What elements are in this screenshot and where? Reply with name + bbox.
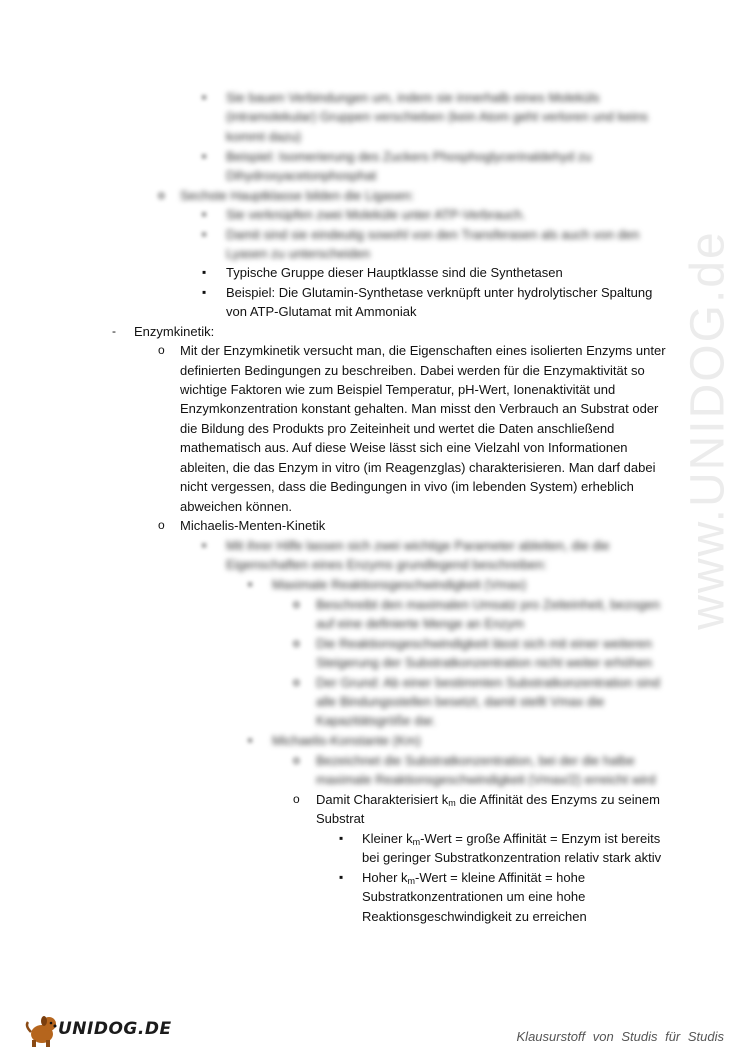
text-line: Eigenschaften eines Enzyms grundlegend beschreiben:	[226, 557, 547, 572]
paragraph-line: nicht vergessen, dass die Bedingungen in vivo (im lebenden System) erheblich	[180, 479, 634, 494]
footer-tagline: Klausurstoff von Studis für Studis	[516, 1029, 724, 1044]
text-line	[362, 829, 660, 849]
text-fragment: die Affinität des Enzyms zu seinem	[455, 792, 660, 807]
bullet-square: ▪	[339, 870, 344, 884]
text-line: Steigerung der Substratkonzentration nicht weiter erhöhen	[316, 655, 653, 670]
bullet-circle: o	[158, 188, 165, 202]
text-line: Lyasen zu unterscheiden	[226, 246, 371, 261]
text-line: Mit ihrer Hilfe lassen sich zwei wichtige Parameter ableiten, die die	[226, 538, 610, 553]
text-line: von ATP-Glutamat mit Ammoniak	[226, 304, 417, 319]
bullet-square: ▪	[202, 265, 207, 279]
bullet-circle: o	[158, 518, 165, 532]
text-line: Sie bauen Verbindungen um, indem sie innerhalb eines Moleküls	[226, 90, 600, 105]
text-line: Reaktionsgeschwindigkeit zu erreichen	[362, 909, 587, 924]
text-line: Sie verknüpfen zwei Moleküle unter ATP-Verbrauch.	[226, 207, 526, 222]
bullet-circle: o	[293, 792, 300, 806]
paragraph-line: mathematisch aus. Auf diese Weise lässt sich eine Vielzahl von Informationen	[180, 440, 628, 455]
subscript: m	[407, 876, 416, 886]
bullet-circle: o	[293, 597, 300, 611]
bullet-square: ▪	[202, 90, 207, 104]
section-heading: Enzymkinetik:	[134, 324, 215, 339]
watermark: www.UNIDOG.de	[681, 230, 735, 630]
bullet-circle: o	[158, 343, 165, 357]
text-fragment: Damit Charakterisiert k	[316, 792, 449, 807]
bullet-square: ▪	[202, 149, 207, 163]
text-fragment: Hoher k	[362, 870, 408, 885]
subsection-heading: Michaelis-Menten-Kinetik	[180, 518, 326, 533]
bullet-circle: o	[293, 753, 300, 767]
text-line: kommt dazu)	[226, 129, 302, 144]
bullet-circle: o	[293, 636, 300, 650]
text-line: auf eine definierte Menge an Enzym	[316, 616, 525, 631]
text-line: Sechste Hauptklasse bilden die Ligasen:	[180, 188, 415, 203]
paragraph-line: die Bildung des Produkts pro Zeiteinheit und wertet die Daten anschließend	[180, 421, 615, 436]
subscript: m	[412, 837, 421, 847]
text-line: Michaelis-Konstante (Km)	[272, 733, 421, 748]
text-line: Kapazitätsgröße dar.	[316, 713, 436, 728]
text-line: bei geringer Substratkonzentration relativ stark aktiv	[362, 850, 662, 865]
text-line	[316, 790, 660, 810]
bullet-square: ▪	[248, 733, 253, 747]
paragraph-line: ableiten, die das Enzym in vitro (im Reagenzglas) charakterisieren. Man darf dabei	[180, 460, 656, 475]
text-line	[362, 868, 585, 888]
text-line: Der Grund: Ab einer bestimmten Substratkonzentration sind	[316, 675, 660, 690]
bullet-square: ▪	[248, 577, 253, 591]
paragraph-line: Enzymkonzentration konstant gehalten. Man misst den Verbrauch an Substrat oder	[180, 401, 659, 416]
bullet-square: ▪	[202, 227, 207, 241]
text-line: Beispiel: Die Glutamin-Synthetase verknüpft unter hydrolytischer Spaltung	[226, 285, 653, 300]
bullet-dash: -	[112, 324, 116, 338]
paragraph-line: definierten Bedingungen zu beschreiben. Dabei werden für die Enzymaktivität so	[180, 363, 645, 378]
text-fragment: Kleiner k	[362, 831, 413, 846]
text-line: Beschreibt den maximalen Umsatz pro Zeiteinheit, bezogen	[316, 597, 660, 612]
logo-text: UNIDOG.DE	[58, 1019, 172, 1039]
text-line: Substrat	[316, 811, 365, 826]
bullet-circle: o	[293, 675, 300, 689]
text-line: Bezeichnet die Substratkonzentration, bei der die halbe	[316, 753, 635, 768]
text-line: Die Reaktionsgeschwindigkeit lässt sich mit einer weiteren	[316, 636, 652, 651]
text-line: Substratkonzentrationen um eine hohe	[362, 889, 586, 904]
subscript: m	[448, 798, 456, 808]
text-line: alle Bindungsstellen besetzt, damit stellt Vmax die	[316, 694, 605, 709]
bullet-square: ▪	[202, 207, 207, 221]
text-line: Beispiel: Isomerierung des Zuckers Phosphoglycerinaldehyd zu	[226, 149, 592, 164]
text-line: Typische Gruppe dieser Hauptklasse sind die Synthetasen	[226, 265, 563, 280]
text-line: Maximale Reaktionsgeschwindigkeit (Vmax)	[272, 577, 527, 592]
text-line: Damit sind sie eindeutig sowohl von den Transferasen als auch von den	[226, 227, 640, 242]
text-line: Dihydroxyacetonphosphat	[226, 168, 377, 183]
text-fragment: -Wert = kleine Affinität = hohe	[415, 870, 586, 885]
text-line: (intramolekular) Gruppen verschieben (kein Atom geht verloren und keins	[226, 109, 648, 124]
text-line: maximale Reaktionsgeschwindigkeit (Vmax/2) erreicht wird	[316, 772, 656, 787]
paragraph-line: wichtige Faktoren wie zum Beispiel Temperatur, pH-Wert, Ionenaktivität und	[180, 382, 616, 397]
bullet-square: ▪	[339, 831, 344, 845]
text-fragment: -Wert = große Affinität = Enzym ist bereits	[420, 831, 661, 846]
bullet-square: ▪	[202, 285, 207, 299]
paragraph-line: abweichen können.	[180, 499, 293, 514]
bullet-square: ▪	[202, 538, 207, 552]
paragraph-line: Mit der Enzymkinetik versucht man, die Eigenschaften eines isolierten Enzyms unter	[180, 343, 666, 358]
